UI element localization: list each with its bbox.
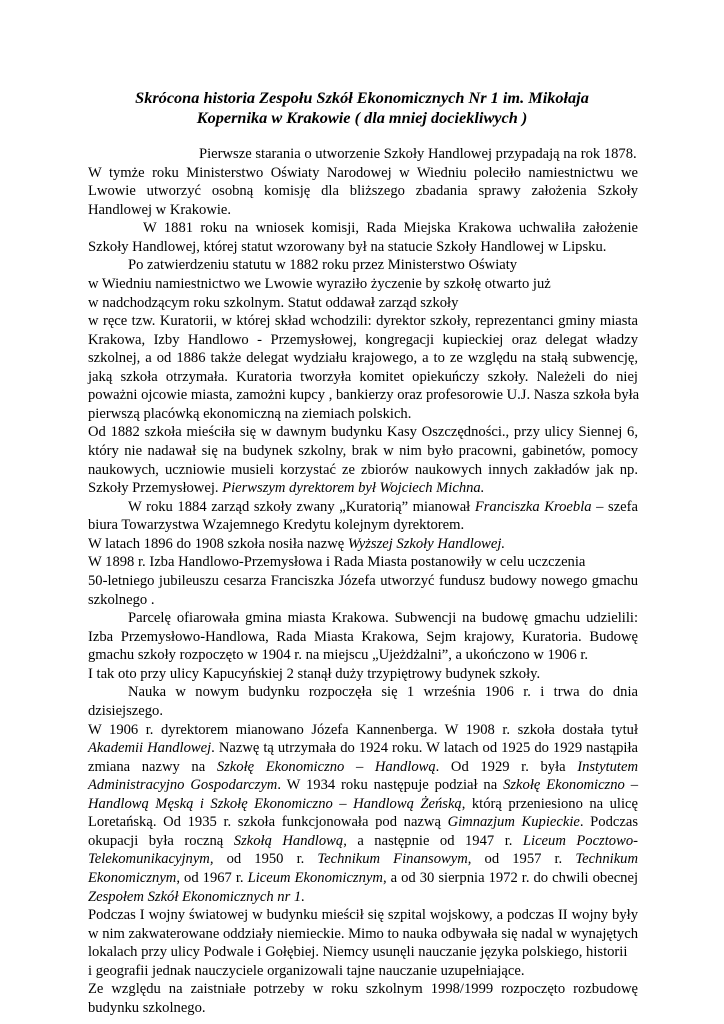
text-line: Podczas I wojny światowej w budynku mieścił się szpital wojskowy, a podczas II wojny były — [88, 907, 638, 923]
text-line: okupacji była roczną Szkołą Handlową, a następnie od 1947 r. Liceum Pocztowo- — [88, 833, 638, 849]
text-line: Lwowie utworzyć osobną komisję dla bliższego zbadania sprawy założenia Szkoły — [88, 183, 638, 199]
text-line: w nadchodzącym roku szkolnym. Statut oddawał zarząd szkoły — [88, 295, 459, 311]
text-line: lokalach przy ulicy Podwale i Gołębiej. Niemcy usunęli nauczanie języka polskiego, historii — [88, 944, 628, 960]
text-line: Administracyjno Gospodarczym. W 1934 roku następuje podział na Szkołę Ekonomiczno – — [88, 777, 638, 793]
text-line: w Wiedniu namiestnictwo we Lwowie wyraziło życzenie by szkołę otwarto już — [88, 276, 551, 292]
text-line: W 1906 r. dyrektorem mianowano Józefa Kannenberga. W 1908 r. szkoła dostała tytuł — [88, 722, 638, 738]
text-line: budynku szkolnego. — [88, 1000, 206, 1016]
document-title — [88, 88, 636, 128]
text-line: w ręce tzw. Kuratorii, w której skład wchodzili: dyrektor szkoły, reprezentanci gminy miasta — [88, 313, 638, 329]
text-line: pierwszą placówką ekonomiczną na ziemiach polskich. — [88, 406, 412, 422]
text-line: Od 1882 szkoła mieściła się w dawnym budynku Kasy Oszczędności., przy ulicy Siennej 6, — [88, 424, 638, 440]
text-line: który nie nadawał się na budynek szkolny, brak w nim było pracowni, gabinetów, pomocy — [88, 443, 638, 459]
text-line: jaką szkoła otrzymała. Kuratoria tworzyła komitet opiekuńczy szkoły. Należeli do niej — [88, 369, 638, 385]
text-line: szkolnego . — [88, 592, 155, 608]
text-line: Ze względu na zaistniałe potrzeby w roku szkolnym 1998/1999 rozpoczęto rozbudowę — [88, 981, 638, 997]
text-line: W roku 1884 zarząd szkoły zwany „Kuratorią” mianował Franciszka Kroebla – szefa — [128, 499, 638, 515]
text-line: poważni ojcowie miasta, zamożni kupcy , bankierzy oraz profesorowie U.J. Nasza szkoła była — [88, 387, 640, 403]
text-line: Parcelę ofiarowała gmina miasta Krakowa. Subwencji na budowę gmachu udzielili: — [128, 610, 638, 626]
text-line: Akademii Handlowej. Nazwę tą utrzymała do 1924 roku. W latach od 1925 do 1929 nastąpiła — [88, 740, 638, 756]
text-line: 50-letniego jubileuszu cesarza Franciszka Józefa utworzyć fundusz budowy nowego gmachu — [88, 573, 638, 589]
title-line-2: Kopernika w Krakowie ( dla mniej dociekliwych ) — [196, 108, 528, 127]
text-line: gmachu szkoły rozpoczęto w 1904 r. na miejscu „Ujeżdżalni”, a ukończono w 1906 r. — [88, 647, 589, 663]
text-line: W 1881 roku na wniosek komisji, Rada Miejska Krakowa uchwaliła założenie — [143, 220, 638, 236]
text-line: Izba Przemysłowo-Handlowa, Rada Miasta Krakowa, Sejm krajowy, Kuratoria. Budowę — [88, 629, 638, 645]
text-line: dzisiejszego. — [88, 703, 163, 719]
title-line-1: Skrócona historia Zespołu Szkół Ekonomicznych Nr 1 im. Mikołaja — [135, 88, 589, 107]
text-line: W 1898 r. Izba Handlowo-Przemysłowa i Rada Miasta postanowiły w celu uczczenia — [88, 554, 586, 570]
text-line: Krakowa, Izby Handlowo - Przemysłowej, kongregacji kupieckiej oraz delegat władzy — [88, 332, 638, 348]
text-line: Telekomunikacyjnym, od 1950 r. Technikum Finansowym, od 1957 r. Technikum — [88, 851, 639, 867]
text-line: Ekonomicznym, od 1967 r. Liceum Ekonomicznym, a od 30 sierpnia 1972 r. do chwili obecnej — [88, 870, 638, 886]
text-line: W tymże roku Ministerstwo Oświaty Narodowej w Wiedniu poleciło namiestnictwu we — [88, 165, 638, 181]
text-line: W latach 1896 do 1908 szkoła nosiła nazwę Wyższej Szkoły Handlowej. — [88, 536, 506, 552]
text-line: naukowych, uczniowie musieli korzystać ze zbiorów naukowych innych zakładów jak np. — [88, 462, 638, 478]
text-line: szkolnej, a od 1886 także delegat wydziału krajowego, a to ze względu na stałą subwencję, — [88, 350, 638, 366]
text-line: Szkoły Handlowej, której statut wzorowany był na statucie Szkoły Handlowej w Lipsku. — [88, 239, 607, 255]
text-line: Pierwsze starania o utworzenie Szkoły Handlowej przypadają na rok 1878. — [199, 146, 637, 162]
text-line: I tak oto przy ulicy Kapucyńskiej 2 stanął duży trzypiętrowy budynek szkoły. — [88, 666, 541, 682]
text-line: Szkoły Przemysłowej. Pierwszym dyrektorem był Wojciech Michna. — [88, 480, 485, 496]
text-line: Po zatwierdzeniu statutu w 1882 roku przez Ministerstwo Oświaty — [128, 257, 518, 273]
text-line: Nauka w nowym budynku rozpoczęła się 1 września 1906 r. i trwa do dnia — [128, 684, 638, 700]
text-line: i geografii jednak nauczyciele organizowali tajne nauczanie uzupełniające. — [88, 963, 525, 979]
text-line: Handlową Męską i Szkołę Ekonomiczno – Handlową Żeńską, którą przeniesiono na ulicę — [88, 796, 638, 812]
text-line: w nim zakwaterowane oddziały niemieckie. Mimo to nauka odbywała się nadal w wynajętych — [88, 926, 638, 942]
text-line: Handlowej w Krakowie. — [88, 202, 232, 218]
text-line: biura Towarzystwa Wzajemnego Kredytu kolejnym dyrektorem. — [88, 517, 465, 533]
text-line: Loretańską. Od 1935 r. szkoła funkcjonowała pod nazwą Gimnazjum Kupieckie. Podczas — [88, 814, 638, 830]
text-line: zmiana nazwy na Szkołę Ekonomiczno – Handlową. Od 1929 r. była Instytutem — [88, 759, 638, 775]
text-line: Zespołem Szkół Ekonomicznych nr 1. — [88, 889, 305, 905]
